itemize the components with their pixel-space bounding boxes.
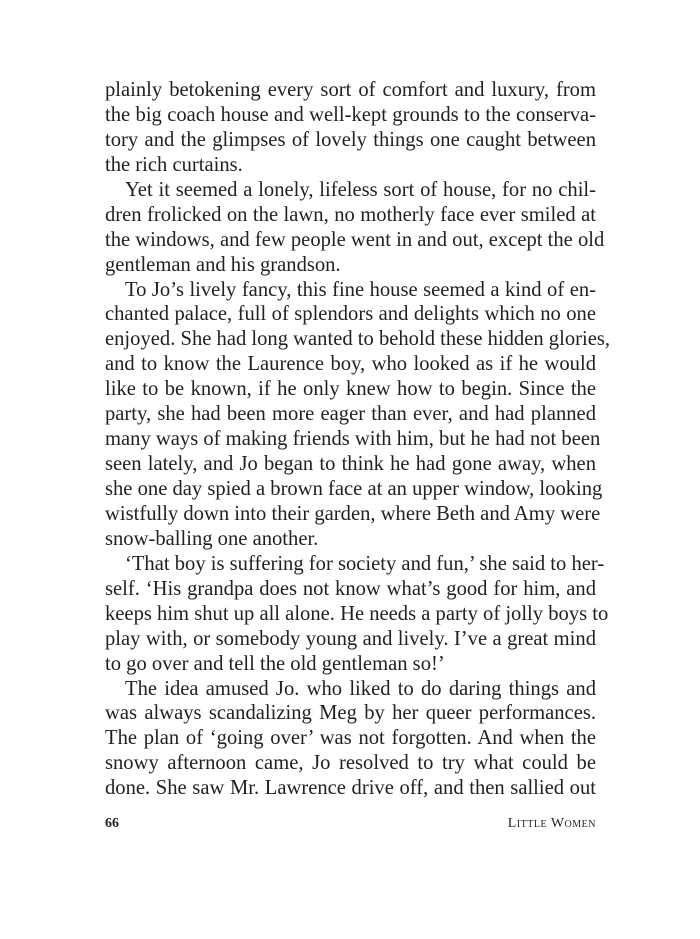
text-line: to go over and tell the old gentleman so!’ bbox=[105, 652, 445, 675]
text-line: the rich curtains. bbox=[105, 153, 243, 176]
text-line: dren frolicked on the lawn, no motherly face ever smiled at bbox=[105, 203, 596, 226]
page-number: 66 bbox=[105, 816, 119, 831]
text-line: tory and the glimpses of lovely things one caught between bbox=[105, 128, 596, 151]
text-line: snowy afternoon came, Jo resolved to try what could be bbox=[105, 752, 596, 775]
text-line: plainly betokening every sort of comfort and luxury, from bbox=[105, 79, 596, 101]
text-line: Yet it seemed a lonely, lifeless sort of house, for no chil- bbox=[125, 178, 596, 201]
text-line: wistfully down into their garden, where Beth and Amy were bbox=[105, 502, 601, 525]
paragraph bbox=[105, 178, 605, 278]
paragraph bbox=[105, 552, 609, 677]
text-line: many ways of making friends with him, but he had not been bbox=[105, 428, 601, 451]
text-line: ‘That boy is suffering for society and fun,’ she said to her- bbox=[125, 552, 605, 575]
text-line: she one day spied a brown face at an upper window, looking bbox=[105, 478, 603, 500]
body-text bbox=[105, 78, 611, 801]
text-line: The idea amused Jo. who liked to do daring things and bbox=[125, 677, 596, 700]
text-line: The plan of ‘going over’ was not forgotten. And when the bbox=[105, 727, 596, 750]
text-line: chanted palace, full of splendors and delights which no one bbox=[105, 303, 596, 326]
running-title: Little Women bbox=[507, 816, 596, 831]
text-line: snow-balling one another. bbox=[105, 527, 319, 550]
paragraph bbox=[105, 78, 596, 178]
paragraph bbox=[105, 278, 611, 552]
text-line: done. She saw Mr. Lawrence drive off, and then sallied out bbox=[105, 777, 596, 800]
text-line: party, she had been more eager than ever, and had planned bbox=[105, 403, 596, 426]
text-line: and to know the Laurence boy, who looked as if he would bbox=[105, 353, 596, 376]
text-line: To Jo’s lively fancy, this fine house seemed a kind of en- bbox=[125, 278, 596, 301]
text-line: enjoyed. She had long wanted to behold these hidden glories, bbox=[105, 328, 611, 351]
text-line: was always scandalizing Meg by her queer performances. bbox=[105, 702, 596, 725]
text-line: self. ‘His grandpa does not know what’s good for him, and bbox=[105, 577, 596, 600]
text-line: seen lately, and Jo began to think he had gone away, when bbox=[105, 453, 596, 476]
page-footer bbox=[105, 816, 596, 836]
text-line: gentleman and his grandson. bbox=[105, 253, 341, 276]
text-line: like to be known, if he only knew how to begin. Since the bbox=[105, 378, 596, 401]
text-line: keeps him shut up all alone. He needs a party of jolly boys to bbox=[105, 602, 609, 625]
paragraph bbox=[105, 677, 596, 802]
text-line: the big coach house and well-kept grounds to the conserva- bbox=[105, 103, 596, 126]
text-line: the windows, and few people went in and out, except the old bbox=[105, 228, 605, 251]
text-line: play with, or somebody young and lively. I’ve a great mind bbox=[105, 627, 596, 650]
